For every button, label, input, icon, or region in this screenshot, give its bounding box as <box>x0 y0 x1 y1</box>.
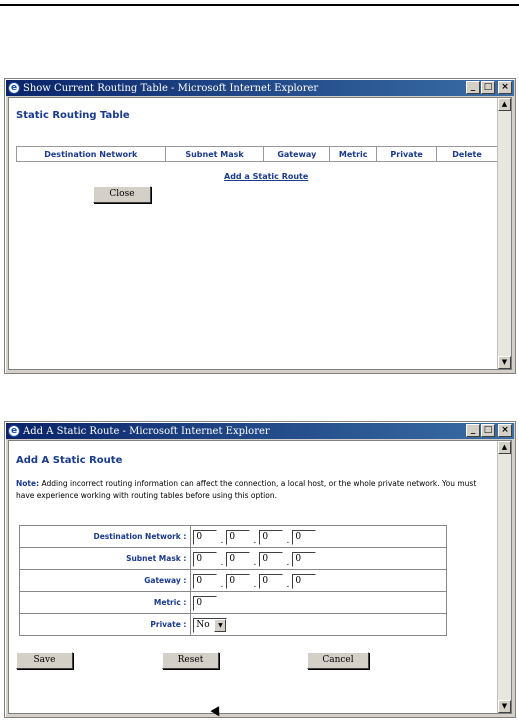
window-title: Show Current Routing Table - Microsoft Internet Explorer <box>23 82 319 94</box>
route-form: Destination Network : 0 . 0 . 0 . 0 Subnet Mask : 0 . 0 . 0 . 0 Gateway : 0 . 0 . 0 . 0 Metric : 0 Private : No ▼ <box>19 525 447 636</box>
col-gateway: Gateway <box>264 147 330 162</box>
reset-button[interactable]: Reset <box>162 652 219 669</box>
scroll-up-icon[interactable]: ▲ <box>498 441 511 454</box>
close-icon[interactable]: × <box>498 81 512 94</box>
col-delete: Delete <box>437 147 498 162</box>
ie-icon: e <box>8 82 20 94</box>
destination-octet-2[interactable]: 0 <box>226 530 250 545</box>
page-content <box>8 440 512 714</box>
destination-octet-3[interactable]: 0 <box>259 530 283 545</box>
scroll-down-icon[interactable]: ▼ <box>498 700 511 713</box>
maximize-icon[interactable]: □ <box>481 424 495 437</box>
ie-icon: e <box>8 425 20 437</box>
col-subnet-mask: Subnet Mask <box>165 147 264 162</box>
col-destination-network: Destination Network <box>17 147 166 162</box>
private-selected-value: No <box>196 620 210 630</box>
minimize-icon[interactable]: _ <box>466 81 480 94</box>
page-title: Static Routing Table <box>16 110 130 121</box>
note-label: Note: <box>16 479 40 488</box>
subnet-mask-label: Subnet Mask : <box>20 548 191 570</box>
col-metric: Metric <box>330 147 377 162</box>
page-content <box>8 97 512 370</box>
destination-octet-1[interactable]: 0 <box>193 530 217 545</box>
chevron-down-icon[interactable]: ▼ <box>214 619 226 632</box>
subnet-octet-4[interactable]: 0 <box>292 552 316 567</box>
cancel-button[interactable]: Cancel <box>307 652 369 669</box>
destination-network-label: Destination Network : <box>20 526 191 548</box>
gateway-label: Gateway : <box>20 570 191 592</box>
warning-note <box>16 478 496 502</box>
window-title: Add A Static Route - Microsoft Internet Explorer <box>23 425 270 437</box>
metric-field[interactable]: 0 <box>193 596 217 611</box>
top-rule <box>0 4 519 6</box>
subnet-octet-3[interactable]: 0 <box>259 552 283 567</box>
save-button[interactable]: Save <box>16 652 73 669</box>
minimize-icon[interactable]: _ <box>466 424 480 437</box>
title-bar[interactable] <box>6 80 514 96</box>
scroll-up-icon[interactable]: ▲ <box>498 98 511 111</box>
title-bar[interactable] <box>6 423 514 439</box>
vertical-scrollbar[interactable] <box>497 98 511 369</box>
subnet-octet-2[interactable]: 0 <box>226 552 250 567</box>
add-static-route-window <box>4 421 516 718</box>
destination-octet-4[interactable]: 0 <box>292 530 316 545</box>
close-icon[interactable]: × <box>498 424 512 437</box>
routing-table-window <box>4 78 516 374</box>
routing-table <box>16 146 498 162</box>
subnet-octet-1[interactable]: 0 <box>193 552 217 567</box>
vertical-scrollbar[interactable] <box>497 441 511 713</box>
scroll-down-icon[interactable]: ▼ <box>498 356 511 369</box>
private-select[interactable] <box>193 618 227 633</box>
gateway-octet-1[interactable]: 0 <box>193 574 217 589</box>
col-private: Private <box>377 147 437 162</box>
private-label: Private : <box>20 614 191 636</box>
gateway-octet-2[interactable]: 0 <box>226 574 250 589</box>
note-text: Adding incorrect routing information can affect the connection, a local host, or the whole private network. You must have experience working with routing tables before using this option. <box>16 479 477 500</box>
add-static-route-link[interactable]: Add a Static Route <box>224 172 309 181</box>
metric-label: Metric : <box>20 592 191 614</box>
gateway-octet-3[interactable]: 0 <box>259 574 283 589</box>
maximize-icon[interactable]: □ <box>481 81 495 94</box>
gateway-octet-4[interactable]: 0 <box>292 574 316 589</box>
close-button[interactable]: Close <box>93 186 151 203</box>
page-title: Add A Static Route <box>16 455 123 466</box>
